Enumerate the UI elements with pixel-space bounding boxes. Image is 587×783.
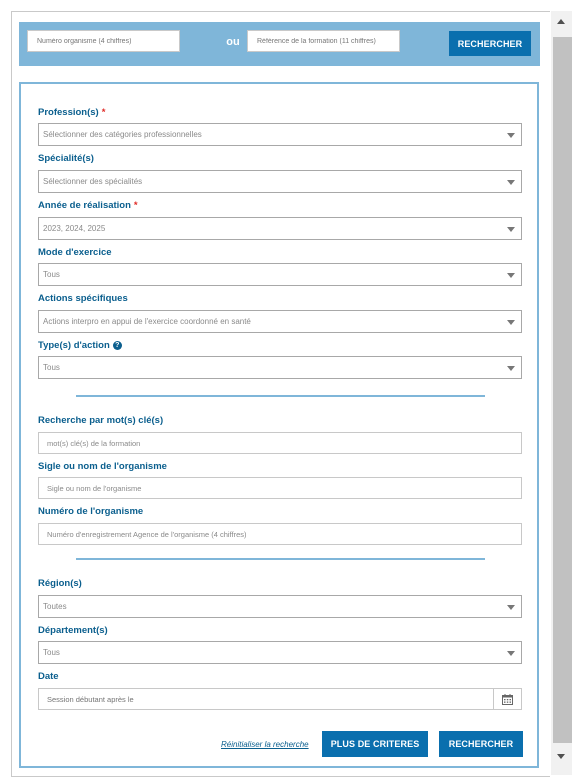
chevron-down-icon [507, 273, 515, 278]
chevron-down-icon [507, 366, 515, 371]
chevron-down-icon [507, 180, 515, 185]
org-number-label: Numéro de l'organisme [38, 506, 144, 517]
region-label: Région(s) [38, 578, 82, 589]
date-field[interactable] [38, 688, 522, 710]
specialite-label: Spécialité(s) [38, 153, 94, 164]
date-label: Date [38, 671, 59, 682]
quick-search-button[interactable]: RECHERCHER [449, 31, 531, 56]
chevron-down-icon [507, 133, 515, 138]
departement-label: Département(s) [38, 625, 108, 636]
calendar-button[interactable] [493, 689, 521, 709]
scroll-up-arrow-icon[interactable] [557, 19, 565, 24]
annee-label: Année de réalisation * [38, 200, 138, 211]
chevron-down-icon [507, 651, 515, 656]
question-circle-icon[interactable]: ? [113, 341, 122, 350]
reset-search-link[interactable]: Réinitialiser la recherche [221, 740, 309, 749]
search-button[interactable]: RECHERCHER [439, 731, 523, 757]
search-criteria-panel [19, 82, 539, 768]
section-divider [76, 395, 485, 397]
mode-exercice-label: Mode d'exercice [38, 247, 112, 258]
profession-label: Profession(s) * [38, 107, 106, 118]
keyword-search-input[interactable] [38, 432, 522, 454]
section-divider [76, 558, 485, 560]
calendar-icon [502, 694, 513, 705]
org-name-input[interactable] [38, 477, 522, 499]
training-reference-input[interactable] [247, 30, 400, 52]
org-registration-input[interactable] [38, 523, 522, 545]
region-select[interactable]: Toutes [38, 595, 522, 618]
actions-specifiques-label: Actions spécifiques [38, 293, 128, 304]
chevron-down-icon [507, 227, 515, 232]
mode-exercice-select[interactable]: Tous [38, 263, 522, 286]
chevron-down-icon [507, 605, 515, 610]
org-number-input[interactable] [27, 30, 180, 52]
scroll-down-arrow-icon[interactable] [557, 754, 565, 759]
chevron-down-icon [507, 320, 515, 325]
type-action-select[interactable]: Tous [38, 356, 522, 379]
more-criteria-button[interactable]: PLUS DE CRITERES [322, 731, 428, 757]
org-name-label: Sigle ou nom de l'organisme [38, 461, 167, 472]
quick-search-bar [19, 22, 540, 66]
scrollbar-thumb[interactable] [553, 37, 572, 743]
departement-select[interactable]: Tous [38, 641, 522, 664]
date-input[interactable] [39, 689, 495, 709]
actions-specifiques-select[interactable]: Actions interpro en appui de l'exercice coordonné en santé [38, 310, 522, 333]
type-action-label: Type(s) d'action ? [38, 340, 122, 351]
specialite-select[interactable]: Sélectionner des spécialités [38, 170, 522, 193]
or-separator: ou [226, 36, 240, 48]
profession-select[interactable]: Sélectionner des catégories professionnelles [38, 123, 522, 146]
annee-select[interactable]: 2023, 2024, 2025 [38, 217, 522, 240]
keyword-search-label: Recherche par mot(s) clé(s) [38, 415, 164, 426]
